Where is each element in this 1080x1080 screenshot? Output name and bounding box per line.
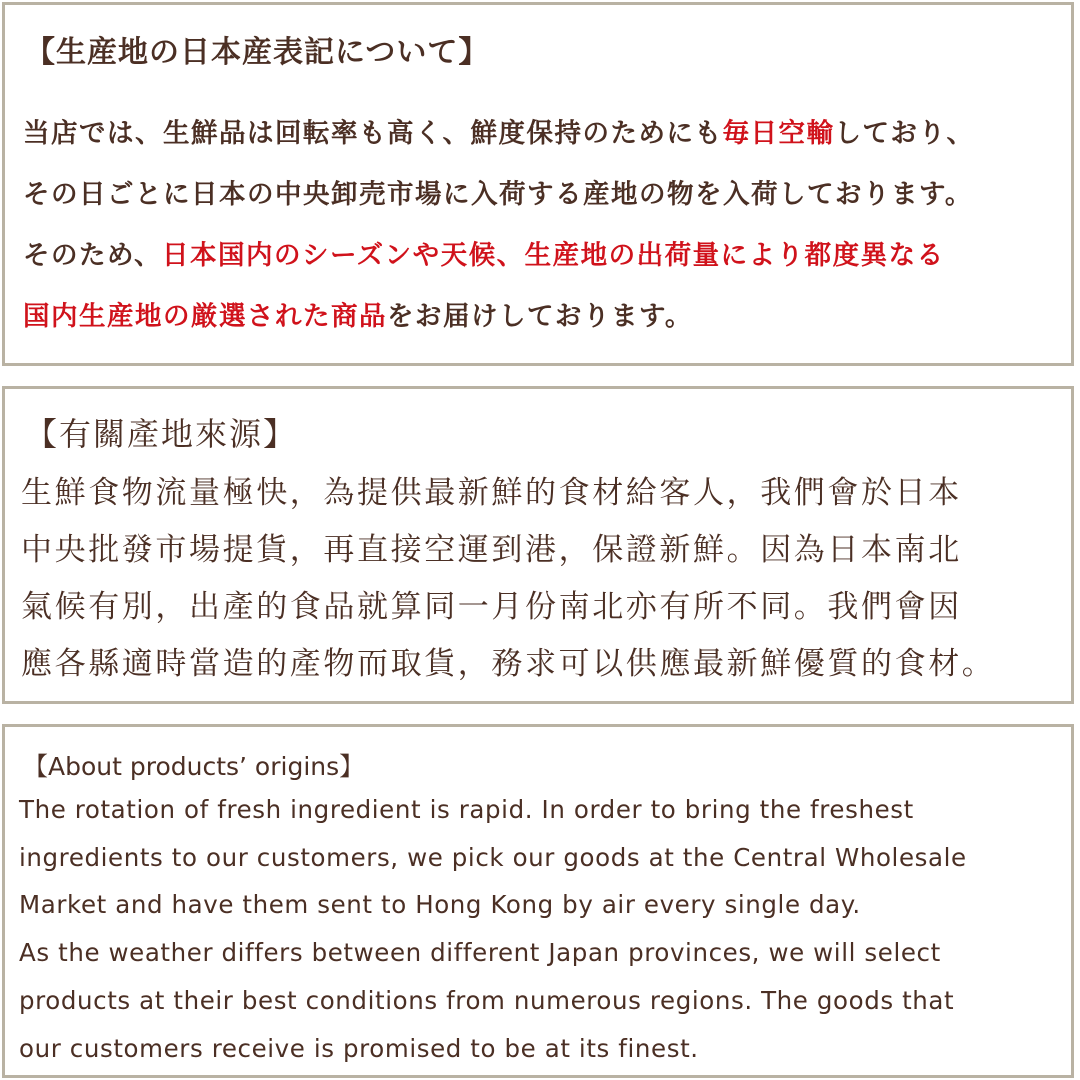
english-notice-box xyxy=(2,724,1074,1078)
chinese-title: 【有關產地來源】 xyxy=(25,415,298,453)
english-title: 【About products’ origins】 xyxy=(23,752,365,781)
japanese-line-1-text: 当店では、生鮮品は回転率も高く、鮮度保持のためにも xyxy=(23,118,723,149)
english-line-4: As the weather differs between different Japan provinces, we will select xyxy=(19,938,941,967)
japanese-line-1 xyxy=(23,111,974,150)
chinese-line-4: 應各縣適時當造的產物而取貨，務求可以供應最新鮮優質的食材。 xyxy=(21,646,996,682)
japanese-line-4 xyxy=(23,294,693,333)
chinese-line-1: 生鮮食物流量極快，為提供最新鮮的食材給客人，我們會於日本 xyxy=(21,475,962,511)
japanese-line-1-highlight: 毎日空輸 xyxy=(722,118,835,149)
japanese-line-1-end: しており、 xyxy=(834,118,975,149)
japanese-line-4-highlight: 国内生産地の厳選された商品 xyxy=(23,301,387,332)
japanese-line-3-highlight: 日本国内のシーズンや天候、生産地の出荷量により都度異なる xyxy=(161,240,945,271)
english-line-1: The rotation of fresh ingredient is rapid. In order to bring the freshest xyxy=(19,795,914,824)
japanese-line-3-text: そのため、 xyxy=(23,240,162,271)
english-line-2: ingredients to our customers, we pick our goods at the Central Wholesale xyxy=(19,843,967,872)
japanese-line-4-end: をお届けしております。 xyxy=(387,301,693,332)
english-line-3: Market and have them sent to Hong Kong by air every single day. xyxy=(19,890,861,919)
chinese-line-3: 氣候有別，出產的食品就算同一月份南北亦有所不同。我們會因 xyxy=(21,589,962,625)
chinese-notice-box xyxy=(2,386,1074,704)
japanese-line-3 xyxy=(23,233,945,272)
japanese-title: 【生産地の日本産表記について】 xyxy=(25,35,490,70)
chinese-line-2: 中央批發市場提貨，再直接空運到港，保證新鮮。因為日本南北 xyxy=(21,532,962,568)
japanese-notice-box xyxy=(2,2,1074,366)
english-line-5: products at their best conditions from numerous regions. The goods that xyxy=(19,986,955,1015)
japanese-line-2: その日ごとに日本の中央卸売市場に入荷する産地の物を入荷しております。 xyxy=(23,179,973,210)
english-line-6: our customers receive is promised to be at its finest. xyxy=(19,1034,699,1063)
